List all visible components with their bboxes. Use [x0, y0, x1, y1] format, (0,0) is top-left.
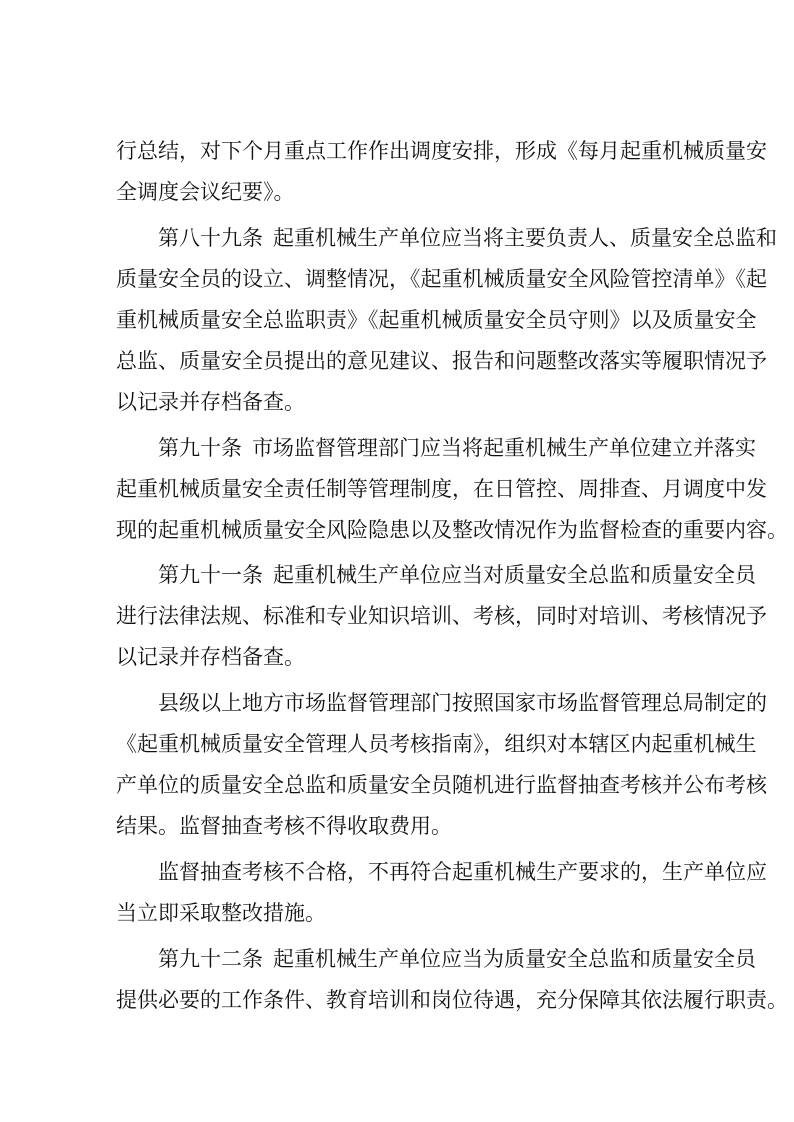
text-line: 重机械质量安全总监职责》《起重机械质量安全员守则》以及质量安全: [116, 308, 757, 332]
text-line: 以记录并存档备查。: [116, 390, 305, 414]
text-line: 现的起重机械质量安全风险隐患以及整改情况作为监督检查的重要内容。: [116, 518, 788, 542]
text-line: 市场监督管理部门应当将起重机械生产单位建立并落实: [252, 436, 756, 460]
article-89-first-line: [158, 223, 777, 253]
text-line: 进行法律法规、标准和专业知识培训、考核，同时对培训、考核情况予: [116, 604, 767, 628]
text-line: 以记录并存档备查。: [116, 645, 305, 669]
article-number: 第八十九条: [158, 226, 263, 250]
text-line: 县级以上地方市场监督管理部门按照国家市场监督管理总局制定的: [158, 691, 767, 715]
text-line: 《起重机械质量安全管理人员考核指南》，组织对本辖区内起重机械生: [116, 732, 757, 756]
text-line: 起重机械生产单位应当为质量安全总监和质量安全员: [273, 947, 756, 971]
text-line: 监督抽查考核不合格，不再符合起重机械生产要求的，生产单位应: [158, 860, 767, 884]
text-line: 结果。监督抽查考核不得收取费用。: [116, 814, 452, 838]
text-line: 提供必要的工作条件、教育培训和岗位待遇，充分保障其依法履行职责。: [116, 988, 788, 1012]
article-90-first-line: [158, 433, 756, 463]
text-line: 质量安全员的设立、调整情况，《起重机械质量安全风险管控清单》《起: [116, 267, 767, 291]
text-line: 全调度会议纪要》。: [116, 180, 295, 204]
article-number: 第九十条: [158, 436, 242, 460]
text-line: 产单位的质量安全总监和质量安全员随机进行监督抽查考核并公布考核: [116, 773, 767, 797]
article-number: 第九十一条: [158, 563, 263, 587]
text-line: 总监、质量安全员提出的意见建议、报告和问题整改落实等履职情况予: [116, 349, 767, 373]
text-line: 当立即采取整改措施。: [116, 901, 326, 925]
article-92-first-line: [158, 944, 756, 974]
text-line: 起重机械质量安全责任制等管理制度，在日管控、周排查、月调度中发: [116, 477, 767, 501]
text-line: 起重机械生产单位应当对质量安全总监和质量安全员: [273, 563, 756, 587]
text-line: 起重机械生产单位应当将主要负责人、质量安全总监和: [273, 226, 777, 250]
text-line: 行总结，对下个月重点工作作出调度安排，形成《每月起重机械质量安: [116, 139, 767, 163]
article-91-first-line: [158, 560, 756, 590]
article-number: 第九十二条: [158, 947, 263, 971]
